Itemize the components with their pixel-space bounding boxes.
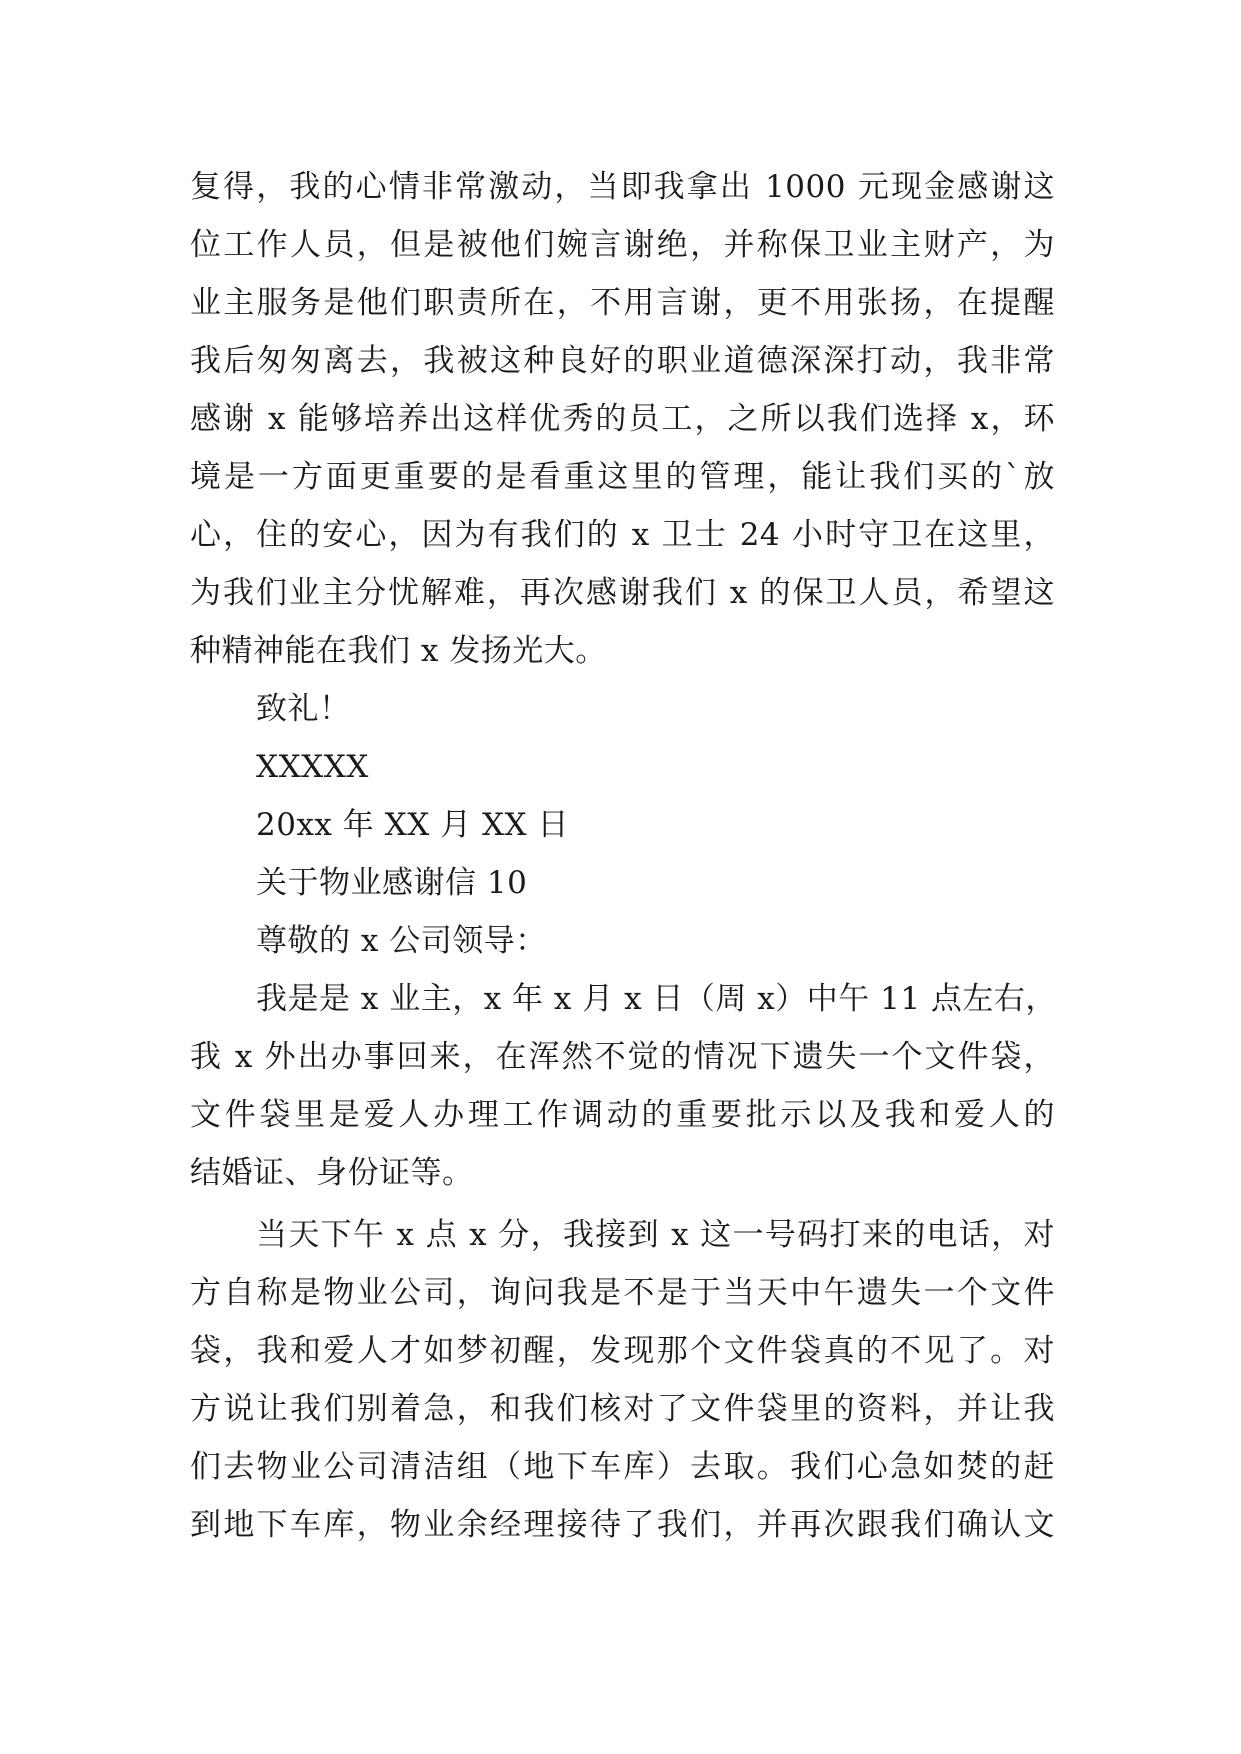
date-line: 20xx 年 XX 月 XX 日 [256,807,569,843]
letter-title: 关于物业感谢信 10 [256,865,528,901]
text-line: 业主服务是他们职责所在，不用言谢，更不用张扬，在提醒 [190,285,1055,321]
text-line: 文件袋里是爱人办理工作调动的重要批示以及我和爱人的 [190,1097,1055,1133]
text-line: 位工作人员，但是被他们婉言谢绝，并称保卫业主财产，为 [190,227,1055,263]
text-line: 为我们业主分忧解难，再次感谢我们 x 的保卫人员，希望这 [190,575,1055,611]
text-line: 感谢 x 能够培养出这样优秀的员工，之所以我们选择 x，环 [190,401,1055,437]
text-line: 方说让我们别着急，和我们核对了文件袋里的资料，并让我 [190,1391,1055,1427]
text-line: 到地下车库，物业余经理接待了我们，并再次跟我们确认文 [190,1507,1055,1543]
text-line: 袋，我和爱人才如梦初醒，发现那个文件袋真的不见了。对 [190,1333,1055,1369]
signature-line: XXXXX [256,749,369,785]
paragraph-phone-call [190,1206,1055,1554]
text-line: 心，住的安心，因为有我们的 x 卫士 24 小时守卫在这里， [190,517,1055,553]
text-line: 当天下午 x 点 x 分，我接到 x 这一号码打来的电话，对 [256,1217,1055,1253]
text-line: 结婚证、身份证等。 [190,1155,474,1191]
salutation-line: 尊敬的 x 公司领导： [256,923,547,959]
text-line: 种精神能在我们 x 发扬光大。 [190,633,607,669]
closing-line: 致礼！ [256,691,351,727]
text-line: 我是是 x 业主，x 年 x 月 x 日（周 x）中午 11 点左右， [256,981,1057,1017]
paragraph-thanks-continued [190,158,1055,680]
text-line: 方自称是物业公司，询问我是不是于当天中午遗失一个文件 [190,1275,1055,1311]
text-line: 复得，我的心情非常激动，当即我拿出 1000 元现金感谢这 [190,169,1055,205]
letter-body [190,158,1055,1554]
paragraph-lost-bag [190,970,1055,1202]
text-line: 我 x 外出办事回来，在浑然不觉的情况下遗失一个文件袋， [190,1039,1055,1075]
text-line: 们去物业公司清洁组（地下车库）去取。我们心急如焚的赶 [190,1449,1055,1485]
text-line: 境是一方面更重要的是看重这里的管理，能让我们买的`放 [190,459,1055,495]
text-line: 我后匆匆离去，我被这种良好的职业道德深深打动，我非常 [190,343,1055,379]
